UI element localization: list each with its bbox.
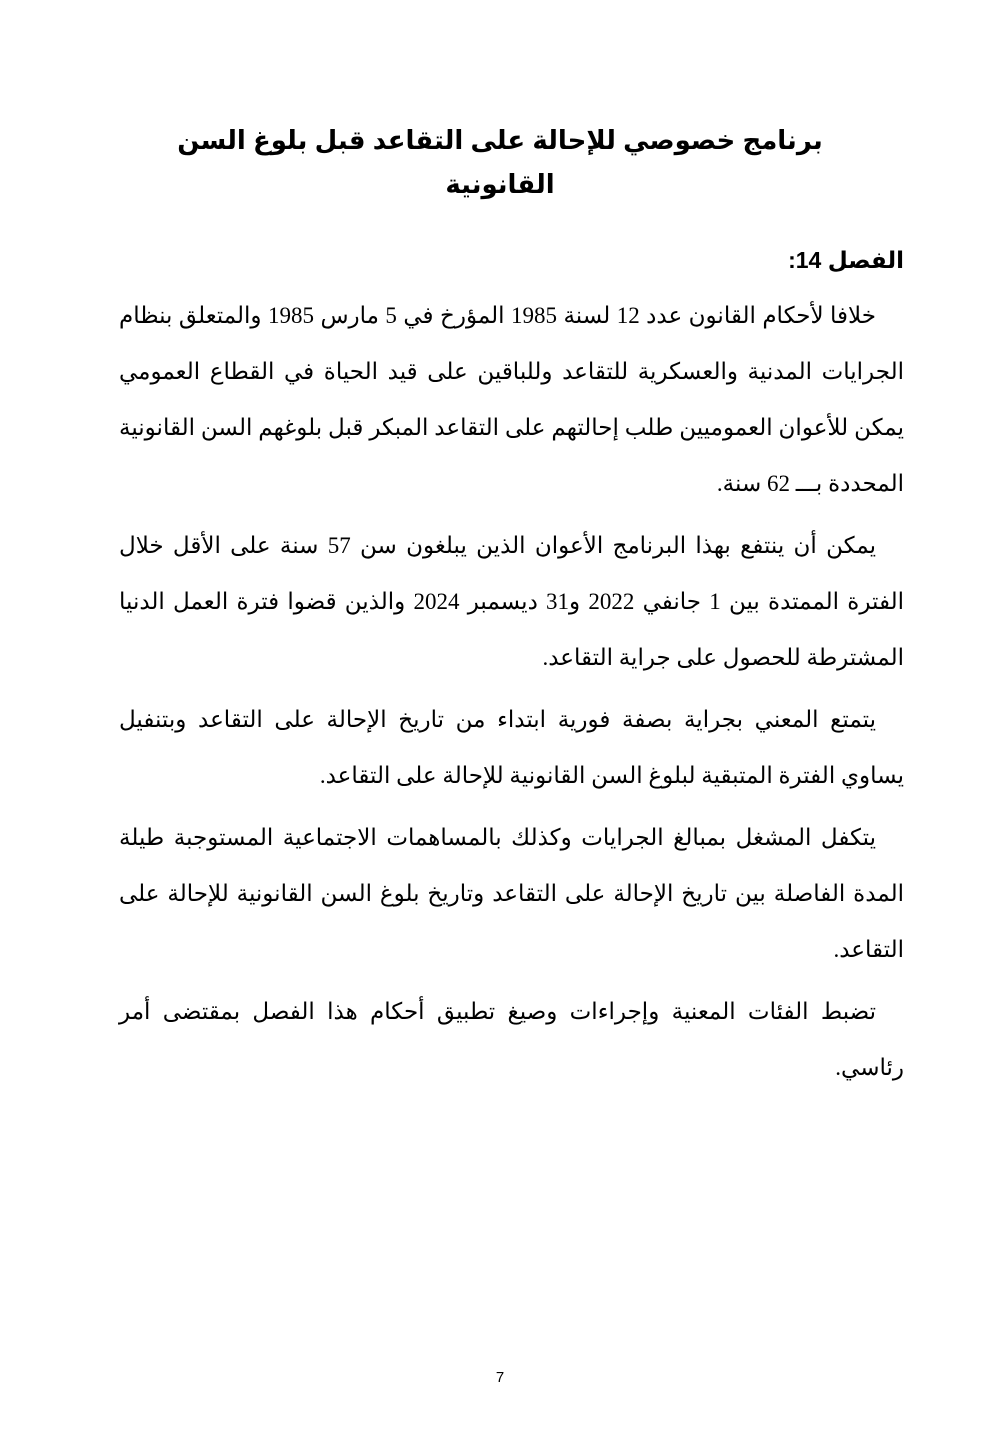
paragraph-5: تضبط الفئات المعنية وإجراءات وصيغ تطبيق أحكام هذا الفصل بمقتضى أمر رئاسي. — [119, 999, 904, 1080]
page-number: 7 — [495, 1369, 505, 1386]
paragraph-4: يتكفل المشغل بمبالغ الجرايات وكذلك بالمساهمات الاجتماعية المستوجبة طيلة المدة الفاصلة بين تاريخ الإحالة على التقاعد وتاريخ بلوغ السن القانونية للإحالة على التقاعد. — [119, 825, 904, 962]
document-title: برنامج خصوصي للإحالة على التقاعد قبل بلوغ السن القانونية — [177, 125, 823, 199]
paragraph-1: خلافا لأحكام القانون عدد 12 لسنة 1985 المؤرخ في 5 مارس 1985 والمتعلق بنظام الجرايات المدنية والعسكرية للتقاعد وللباقين على قيد الحياة في القطاع العمومي يمكن للأعوان العموميين طلب إحالتهم على التقاعد المبكر قبل بلوغهم السن القانونية المحددة بـــ 62 سنة. — [119, 303, 904, 496]
paragraph-2: يمكن أن ينتفع بهذا البرنامج الأعوان الذين يبلغون سن 57 سنة على الأقل خلال الفترة الممتدة بين 1 جانفي 2022 و31 ديسمبر 2024 والذين قضوا فترة العمل الدنيا المشترطة للحصول على جراية التقاعد. — [119, 533, 905, 670]
chapter-heading: الفصل 14: — [788, 247, 904, 273]
chapter-content — [119, 232, 904, 1102]
paragraph-3: يتمتع المعني بجراية بصفة فورية ابتداء من تاريخ الإحالة على التقاعد وبتنفيل يساوي الفترة المتبقية لبلوغ السن القانونية للإحالة على التقاعد. — [119, 707, 904, 788]
